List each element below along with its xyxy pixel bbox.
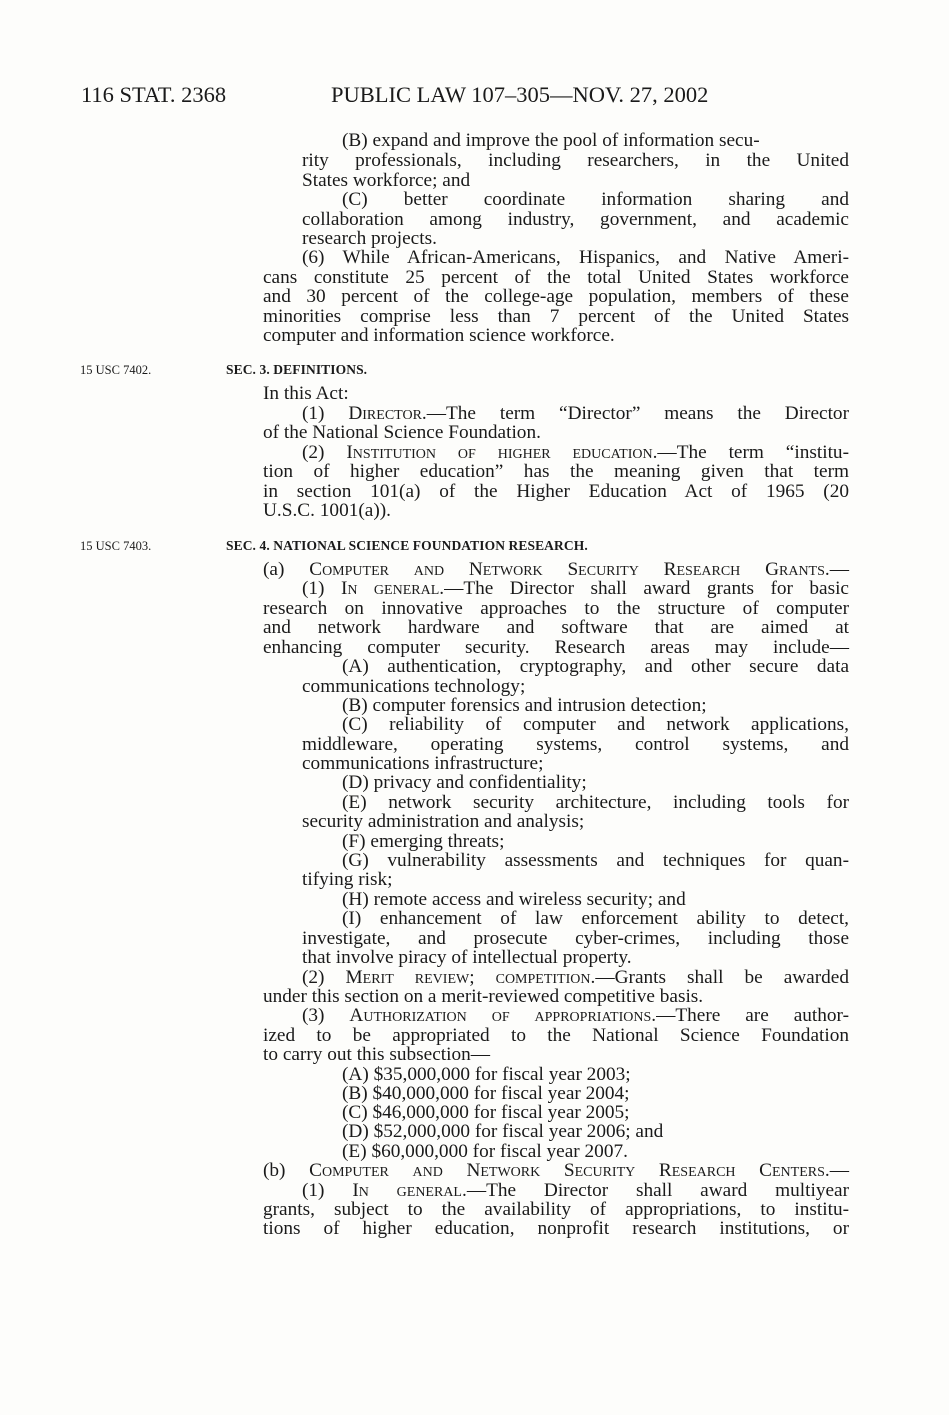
text-line (263, 423, 541, 443)
text-line (263, 268, 849, 288)
paragraph-heading: In general. (352, 1180, 467, 1201)
line-text: to carry out this subsection— (263, 1044, 491, 1065)
text-line (263, 1161, 849, 1181)
line-text: research on innovative approaches to the structure of computer (263, 598, 849, 619)
line-text: —Grants shall be awarded (595, 967, 849, 988)
text-line (342, 1103, 630, 1123)
paragraph-number: (2) (302, 442, 347, 463)
text-line (302, 948, 632, 968)
line-text: computer and information science workforce. (263, 325, 615, 346)
text-line (302, 404, 849, 424)
text-line (342, 131, 760, 151)
text-line (263, 1026, 849, 1046)
line-text: (G) vulnerability assessments and techniques for quan- (342, 850, 849, 871)
line-text: (D) $52,000,000 for fiscal year 2006; and (342, 1121, 664, 1142)
public-law-citation: PUBLIC LAW 107–305—NOV. 27, 2002 (331, 82, 709, 107)
text-line (302, 443, 849, 463)
text-line (263, 1219, 849, 1239)
text-line (302, 151, 849, 171)
line-text: U.S.C. 1001(a)). (263, 500, 391, 521)
line-text: (B) expand and improve the pool of information secu- (342, 130, 760, 151)
line-text: minorities comprise less than 7 percent of the United States (263, 306, 849, 327)
line-text: in section 101(a) of the Higher Education Act of 1965 (20 (263, 481, 849, 502)
text-line (263, 618, 849, 638)
text-line (263, 1045, 490, 1065)
line-text: — (829, 1160, 849, 1181)
text-line (263, 307, 849, 327)
margin-citation-7403: 15 USC 7403. (80, 539, 152, 553)
paragraph-heading: In general. (340, 578, 445, 599)
text-line (342, 793, 849, 813)
line-text: communications infrastructure; (302, 753, 544, 774)
text-line (263, 482, 849, 502)
line-text: (D) privacy and confidentiality; (342, 772, 587, 793)
text-line (263, 501, 391, 521)
line-text: —The Director shall award grants for basic (444, 578, 849, 599)
line-text: (E) $60,000,000 for fiscal year 2007. (342, 1141, 628, 1162)
text-line (302, 735, 849, 755)
line-text: — (829, 559, 849, 580)
text-line (263, 599, 849, 619)
line-text: and 30 percent of the college-age population, members of these (263, 286, 849, 307)
text-line (302, 870, 393, 890)
running-header (0, 82, 949, 112)
line-text: research projects. (302, 228, 437, 249)
paragraph-heading: Director. (348, 403, 427, 424)
line-text: middleware, operating systems, control systems, and (302, 734, 849, 755)
text-line (342, 1122, 663, 1142)
text-line (302, 210, 849, 230)
line-text: (C) $46,000,000 for fiscal year 2005; (342, 1102, 630, 1123)
line-text: investigate, and prosecute cyber-crimes, including those (302, 928, 849, 949)
text-line (263, 326, 615, 346)
text-line (302, 754, 543, 774)
line-text: In this Act: (263, 383, 349, 404)
line-text: that involve piracy of intellectual property. (302, 947, 632, 968)
paragraph-heading: Authorization of appropriations. (349, 1005, 657, 1026)
text-line (302, 171, 470, 191)
text-line (302, 929, 849, 949)
line-text: —The term “institu- (657, 442, 849, 463)
line-text: ized to be appropriated to the National Science Foundation (263, 1025, 849, 1046)
line-text: tifying risk; (302, 869, 393, 890)
text-line (263, 384, 349, 404)
line-text: communications technology; (302, 676, 526, 697)
line-text: (C) better coordinate information sharing and (342, 189, 849, 210)
section-heading-nsf-research: SEC. 4. NATIONAL SCIENCE FOUNDATION RESEARCH. (226, 538, 588, 553)
line-text: cans constitute 25 percent of the total United States workforce (263, 267, 849, 288)
text-line (302, 229, 437, 249)
line-text: —The term “Director” means the Director (426, 403, 849, 424)
margin-citation-7402: 15 USC 7402. (80, 363, 152, 377)
text-line (342, 909, 849, 929)
line-text: (A) $35,000,000 for fiscal year 2003; (342, 1064, 631, 1085)
text-line (342, 715, 849, 735)
line-text: (B) $40,000,000 for fiscal year 2004; (342, 1083, 630, 1104)
paragraph-heading: Computer and Network Security Research Grants. (309, 559, 830, 580)
line-text: States workforce; and (302, 170, 471, 191)
paragraph-number: (a) (263, 559, 310, 580)
paragraph-number: (1) (302, 578, 341, 599)
line-text: (B) computer forensics and intrusion detection; (342, 695, 707, 716)
line-text: rity professionals, including researchers, in the United (302, 150, 849, 171)
line-text: tions of higher education, nonprofit research institutions, or (263, 1218, 849, 1239)
line-text: of the National Science Foundation. (263, 422, 541, 443)
line-text: —There are author- (656, 1005, 849, 1026)
text-line (302, 1181, 849, 1201)
text-line (302, 1006, 849, 1026)
text-line (342, 696, 707, 716)
paragraph-heading: Institution of higher education. (346, 442, 658, 463)
line-text: (A) authentication, cryptography, and other secure data (342, 656, 849, 677)
text-line (342, 190, 849, 210)
line-text: enhancing computer security. Research areas may include— (263, 637, 849, 658)
paragraph-number: (1) (302, 1180, 353, 1201)
paragraph-heading: Computer and Network Security Research Centers. (309, 1160, 830, 1181)
text-line (263, 462, 849, 482)
text-line (342, 890, 686, 910)
text-line (263, 287, 849, 307)
line-text: security administration and analysis; (302, 811, 585, 832)
text-line (302, 677, 525, 697)
paragraph-heading: Merit review; competition. (345, 967, 596, 988)
text-line (342, 1084, 630, 1104)
section-heading-definitions: SEC. 3. DEFINITIONS. (226, 362, 368, 377)
text-line (342, 851, 849, 871)
paragraph-number: (1) (302, 403, 349, 424)
stat-page-number: 116 STAT. 2368 (81, 82, 227, 107)
line-text: (C) reliability of computer and network applications, (342, 714, 849, 735)
text-line (263, 638, 849, 658)
text-line (302, 248, 849, 268)
text-line (302, 968, 849, 988)
line-text: under this section on a merit-reviewed competitive basis. (263, 986, 704, 1007)
paragraph-number: (b) (263, 1160, 310, 1181)
line-text: collaboration among industry, government, and academic (302, 209, 849, 230)
line-text: tion of higher education” has the meaning given that term (263, 461, 849, 482)
text-line (342, 1142, 628, 1162)
line-text: (F) emerging threats; (342, 831, 505, 852)
text-line (342, 1065, 631, 1085)
text-line (302, 579, 849, 599)
line-text: (H) remote access and wireless security; and (342, 889, 686, 910)
text-line (263, 1200, 849, 1220)
line-text: (E) network security architecture, including tools for (342, 792, 849, 813)
text-line (263, 560, 849, 580)
line-text: (6) While African-Americans, Hispanics, and Native Ameri- (302, 247, 849, 268)
text-line (302, 812, 584, 832)
text-line (263, 987, 703, 1007)
line-text: grants, subject to the availability of appropriations, to institu- (263, 1199, 849, 1220)
text-line (342, 657, 849, 677)
text-line (342, 832, 504, 852)
text-line (342, 773, 587, 793)
line-text: —The Director shall award multiyear (466, 1180, 849, 1201)
line-text: and network hardware and software that are aimed at (263, 617, 849, 638)
paragraph-number: (2) (302, 967, 346, 988)
paragraph-number: (3) (302, 1005, 350, 1026)
line-text: (I) enhancement of law enforcement ability to detect, (342, 908, 849, 929)
